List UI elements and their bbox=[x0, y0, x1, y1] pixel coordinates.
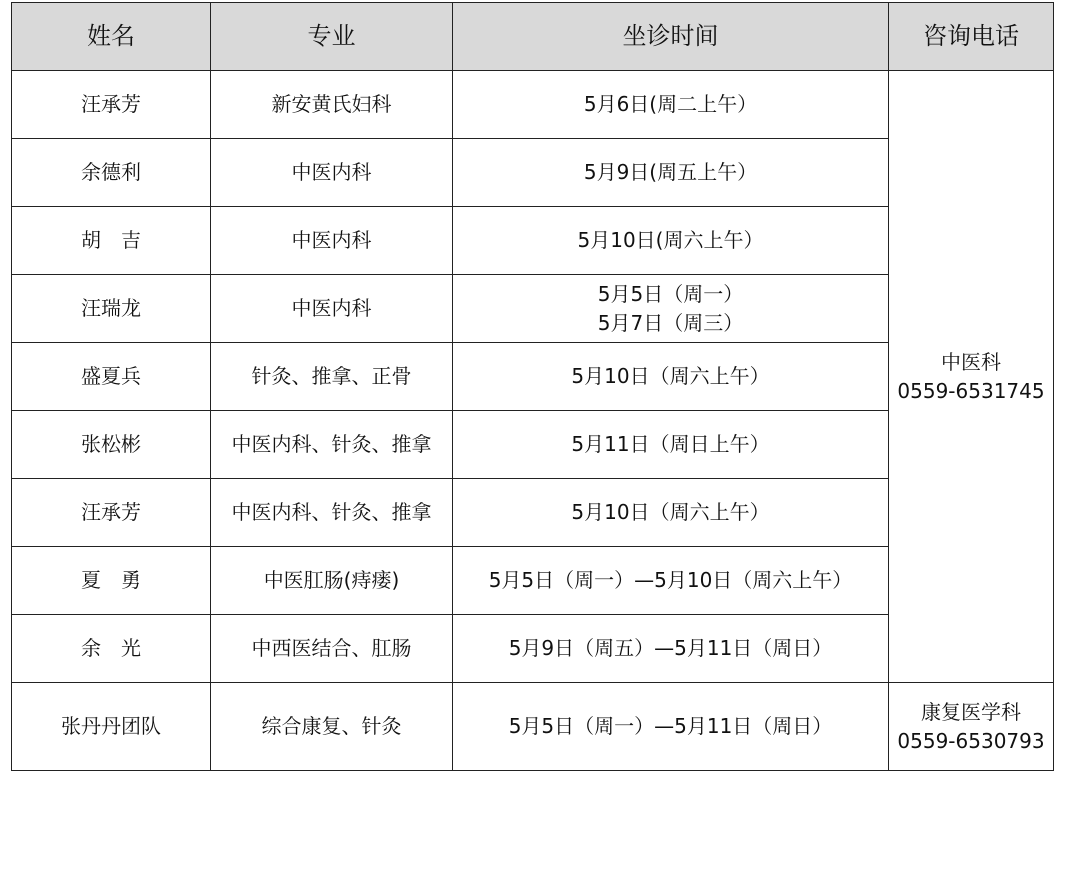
header-phone: 咨询电话 bbox=[889, 3, 1054, 71]
contact-rehab bbox=[889, 683, 1054, 771]
header-name: 姓名 bbox=[12, 3, 211, 71]
clinic-time-line: 5月9日（周五）—5月11日（周日） bbox=[508, 636, 833, 660]
doctor-name: 胡 吉 bbox=[12, 207, 211, 275]
clinic-time-line: 5月10日(周六上午） bbox=[577, 228, 764, 252]
clinic-time-line: 5月9日(周五上午） bbox=[583, 160, 758, 184]
doctor-name: 汪承芳 bbox=[12, 71, 211, 139]
specialty: 针灸、推拿、正骨 bbox=[211, 343, 453, 411]
clinic-time bbox=[453, 547, 889, 615]
header-row bbox=[12, 3, 1054, 71]
clinic-time-line: 5月5日（周一） bbox=[597, 281, 744, 306]
doctor-name: 汪瑞龙 bbox=[12, 275, 211, 343]
specialty: 中医内科 bbox=[211, 275, 453, 343]
doctor-name: 张松彬 bbox=[12, 411, 211, 479]
doctor-name: 汪承芳 bbox=[12, 479, 211, 547]
clinic-time bbox=[453, 139, 889, 207]
clinic-time-line: 5月10日（周六上午） bbox=[571, 500, 770, 524]
doctor-name: 张丹丹团队 bbox=[12, 683, 211, 771]
header-specialty: 专业 bbox=[211, 3, 453, 71]
clinic-time bbox=[453, 343, 889, 411]
clinic-time bbox=[453, 479, 889, 547]
contact-department: 中医科 bbox=[941, 349, 1001, 374]
doctor-name: 余德利 bbox=[12, 139, 211, 207]
doctor-name: 盛夏兵 bbox=[12, 343, 211, 411]
specialty: 中西医结合、肛肠 bbox=[211, 615, 453, 683]
clinic-time bbox=[453, 411, 889, 479]
table-row bbox=[12, 71, 1054, 139]
table-row bbox=[12, 683, 1054, 771]
specialty: 中医肛肠(痔瘘) bbox=[211, 547, 453, 615]
clinic-time bbox=[453, 683, 889, 771]
clinic-schedule-table bbox=[11, 2, 1054, 771]
clinic-time-line: 5月5日（周一）—5月10日（周六上午） bbox=[488, 568, 853, 592]
clinic-time-line: 5月11日（周日上午） bbox=[571, 432, 770, 456]
specialty: 中医内科 bbox=[211, 139, 453, 207]
contact-tcm bbox=[889, 71, 1054, 683]
specialty: 中医内科、针灸、推拿 bbox=[211, 411, 453, 479]
contact-phone: 0559-6531745 bbox=[897, 378, 1045, 403]
specialty: 中医内科 bbox=[211, 207, 453, 275]
clinic-time-line: 5月5日（周一）—5月11日（周日） bbox=[508, 714, 833, 738]
clinic-time-line: 5月6日(周二上午） bbox=[583, 92, 758, 116]
clinic-time bbox=[453, 207, 889, 275]
clinic-time-line: 5月7日（周三） bbox=[597, 310, 744, 335]
doctor-name: 夏 勇 bbox=[12, 547, 211, 615]
clinic-time bbox=[453, 615, 889, 683]
clinic-time-line: 5月10日（周六上午） bbox=[571, 364, 770, 388]
contact-department: 康复医学科 bbox=[921, 699, 1021, 724]
specialty: 新安黄氏妇科 bbox=[211, 71, 453, 139]
specialty: 综合康复、针灸 bbox=[211, 683, 453, 771]
clinic-time bbox=[453, 275, 889, 343]
specialty: 中医内科、针灸、推拿 bbox=[211, 479, 453, 547]
doctor-name: 余 光 bbox=[12, 615, 211, 683]
header-time: 坐诊时间 bbox=[453, 3, 889, 71]
contact-phone: 0559-6530793 bbox=[897, 728, 1045, 753]
clinic-time bbox=[453, 71, 889, 139]
